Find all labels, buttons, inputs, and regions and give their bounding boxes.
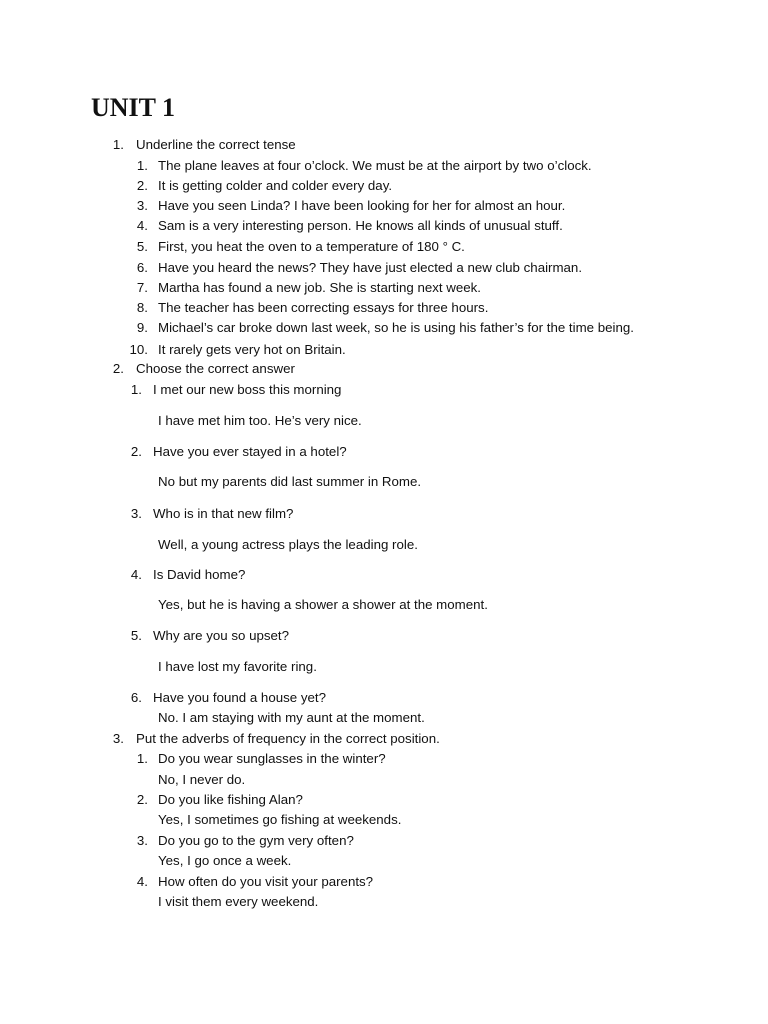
- section-heading-text: Underline the correct tense: [136, 137, 296, 152]
- section-heading-text: Put the adverbs of frequency in the correct position.: [136, 731, 440, 746]
- list-number: 1.: [130, 382, 142, 397]
- list-number: 4.: [136, 218, 148, 233]
- list-number: 4.: [136, 874, 148, 889]
- question-item-text: Have you found a house yet?: [153, 690, 326, 705]
- list-item: [0, 176, 768, 196]
- question-item: [0, 688, 768, 708]
- list-item-text: It rarely gets very hot on Britain.: [158, 342, 346, 357]
- list-number: 2.: [130, 444, 142, 459]
- question-item: [0, 831, 768, 851]
- list-number: 8.: [136, 300, 148, 315]
- section-heading: [0, 135, 768, 155]
- answer-text: [0, 657, 768, 677]
- list-number: 2.: [136, 792, 148, 807]
- question-item-text: Why are you so upset?: [153, 628, 289, 643]
- list-number: 3.: [136, 833, 148, 848]
- answer-text-text: Yes, but he is having a shower a shower at the moment.: [158, 597, 488, 612]
- answer-text: [0, 851, 768, 871]
- list-item-text: The plane leaves at four o’clock. We must be at the airport by two o’clock.: [158, 158, 592, 173]
- answer-text-text: I have lost my favorite ring.: [158, 659, 317, 674]
- answer-text-text: No. I am staying with my aunt at the moment.: [158, 710, 425, 725]
- answer-text-text: Yes, I sometimes go fishing at weekends.: [158, 812, 402, 827]
- question-item: [0, 565, 768, 585]
- list-item: [0, 237, 768, 257]
- list-item-text: Have you seen Linda? I have been looking for her for almost an hour.: [158, 198, 566, 213]
- question-item: [0, 442, 768, 462]
- list-item-text: First, you heat the oven to a temperature of 180 ° C.: [158, 239, 465, 254]
- section-heading: [0, 359, 768, 379]
- page-title: UNIT 1: [91, 93, 176, 122]
- answer-text: [0, 708, 768, 728]
- list-number: 3.: [112, 731, 124, 746]
- answer-text-text: Well, a young actress plays the leading role.: [158, 537, 418, 552]
- question-item: [0, 626, 768, 646]
- list-number: 7.: [136, 280, 148, 295]
- list-item: [0, 196, 768, 216]
- list-item-text: Sam is a very interesting person. He knows all kinds of unusual stuff.: [158, 218, 563, 233]
- answer-text-text: I have met him too. He’s very nice.: [158, 413, 362, 428]
- list-item-text: It is getting colder and colder every day.: [158, 178, 393, 193]
- list-item-text: Have you heard the news? They have just elected a new club chairman.: [158, 260, 583, 275]
- answer-text-text: I visit them every weekend.: [158, 894, 319, 909]
- question-item-text: Is David home?: [153, 567, 246, 582]
- list-number: 4.: [130, 567, 142, 582]
- section-heading-text: Choose the correct answer: [136, 361, 295, 376]
- answer-text-text: Yes, I go once a week.: [158, 853, 292, 868]
- question-item: [0, 790, 768, 810]
- question-item: [0, 504, 768, 524]
- list-item-text: The teacher has been correcting essays for three hours.: [158, 300, 489, 315]
- answer-text: [0, 535, 768, 555]
- list-number: 5.: [130, 628, 142, 643]
- list-number: 9.: [136, 320, 148, 335]
- list-number: 3.: [130, 506, 142, 521]
- answer-text: [0, 892, 768, 912]
- answer-text: [0, 770, 768, 790]
- list-number: 10.: [129, 342, 148, 357]
- list-number: 6.: [136, 260, 148, 275]
- list-item: [0, 278, 768, 298]
- answer-text: [0, 810, 768, 830]
- question-item-text: How often do you visit your parents?: [158, 874, 374, 889]
- section-heading: [0, 729, 768, 749]
- list-number: 2.: [112, 361, 124, 376]
- question-item-text: Do you go to the gym very often?: [158, 833, 354, 848]
- list-number: 3.: [136, 198, 148, 213]
- question-item: [0, 872, 768, 892]
- list-item: [0, 298, 768, 318]
- list-number: 2.: [136, 178, 148, 193]
- answer-text-text: No, I never do.: [158, 772, 246, 787]
- list-item-text: Martha has found a new job. She is starting next week.: [158, 280, 482, 295]
- list-item: [0, 216, 768, 236]
- answer-text: [0, 411, 768, 431]
- list-number: 1.: [136, 158, 148, 173]
- question-item-text: I met our new boss this morning: [153, 382, 342, 397]
- question-item-text: Do you wear sunglasses in the winter?: [158, 751, 386, 766]
- list-item: [0, 340, 768, 360]
- list-number: 5.: [136, 239, 148, 254]
- question-item-text: Who is in that new film?: [153, 506, 294, 521]
- list-item-text: Michael’s car broke down last week, so he is using his father’s for the time being.: [158, 320, 634, 335]
- list-number: 1.: [112, 137, 124, 152]
- answer-text: [0, 595, 768, 615]
- list-item: [0, 318, 768, 338]
- list-number: 1.: [136, 751, 148, 766]
- list-item: [0, 258, 768, 278]
- list-item: [0, 156, 768, 176]
- question-item-text: Do you like fishing Alan?: [158, 792, 303, 807]
- list-number: 6.: [130, 690, 142, 705]
- question-item-text: Have you ever stayed in a hotel?: [153, 444, 347, 459]
- question-item: [0, 749, 768, 769]
- answer-text-text: No but my parents did last summer in Rome.: [158, 474, 422, 489]
- question-item: [0, 380, 768, 400]
- answer-text: [0, 472, 768, 492]
